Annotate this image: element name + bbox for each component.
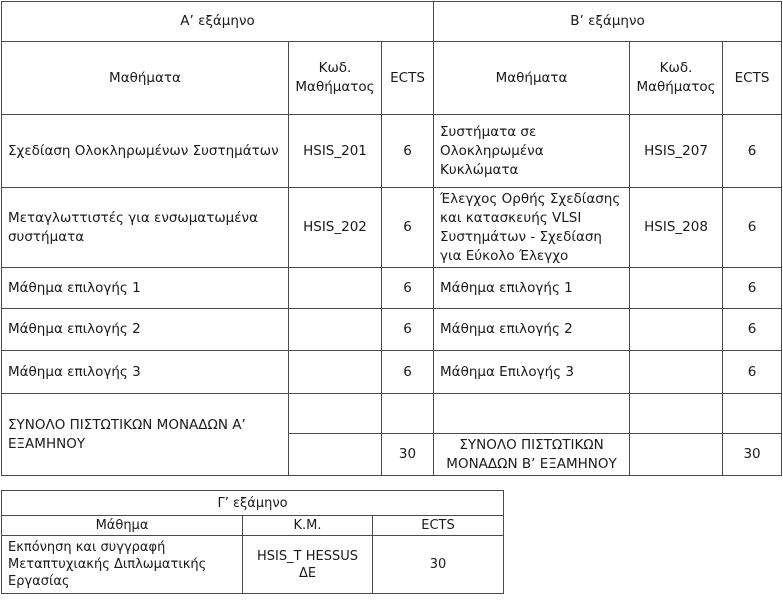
sem-b-ects: 6	[723, 309, 782, 351]
sem-a-course: Μάθημα επιλογής 3	[2, 351, 289, 394]
sem-a-code	[289, 309, 382, 351]
sem-a-course: Μεταγλωττιστές για ενσωματωμένα συστήματα	[2, 188, 289, 268]
column-header-row	[2, 516, 504, 536]
sem-c-course-header: Μάθημα	[2, 516, 243, 536]
sem-a-total-value: 30	[382, 434, 434, 476]
sem-a-code: HSIS_201	[289, 115, 382, 188]
sem-a-course: Μάθημα επιλογής 1	[2, 268, 289, 309]
sem-b-code	[630, 268, 723, 309]
semester-c-title: Γ’ εξάμηνο	[2, 491, 504, 516]
sem-b-course-header: Μαθήματα	[434, 42, 630, 115]
total-row	[2, 394, 782, 434]
semester-a-title: Α’ εξάμηνο	[2, 2, 434, 42]
sem-b-total-label: ΣΥΝΟΛΟ ΠΙΣΤΩΤΙΚΩΝ ΜΟΝΑΔΩΝ Β’ ΕΞΑΜΗΝΟΥ	[434, 434, 630, 476]
empty-cell	[630, 434, 723, 476]
table-row	[2, 536, 504, 594]
sem-a-course: Σχεδίαση Ολοκληρωμένων Συστημάτων	[2, 115, 289, 188]
empty-cell	[723, 394, 782, 434]
sem-b-code	[630, 309, 723, 351]
table-row	[2, 268, 782, 309]
empty-cell	[289, 394, 382, 434]
sem-a-ects: 6	[382, 188, 434, 268]
sem-b-code: HSIS_208	[630, 188, 723, 268]
sem-b-course: Μάθημα επιλογής 2	[434, 309, 630, 351]
sem-a-course-header: Μαθήματα	[2, 42, 289, 115]
sem-b-course: Συστήματα σε Ολοκληρωμένα Κυκλώματα	[434, 115, 630, 188]
sem-b-code: HSIS_207	[630, 115, 723, 188]
sem-b-code	[630, 351, 723, 394]
sem-c-ects-header: ECTS	[373, 516, 504, 536]
semesters-ab-table	[1, 1, 782, 476]
sem-a-ects: 6	[382, 115, 434, 188]
sem-a-course: Μάθημα επιλογής 2	[2, 309, 289, 351]
semester-title-row	[2, 491, 504, 516]
sem-b-course: Έλεγχος Ορθής Σχεδίασης και κατασκευής VLSI Συστημάτων - Σχεδίαση για Εύκολο Έλεγχο	[434, 188, 630, 268]
sem-a-code: HSIS_202	[289, 188, 382, 268]
sem-b-ects: 6	[723, 351, 782, 394]
sem-a-ects: 6	[382, 268, 434, 309]
sem-c-code: HSIS_T HESSUS ΔΕ	[243, 536, 373, 594]
empty-cell	[289, 434, 382, 476]
sem-b-course: Μάθημα επιλογής 1	[434, 268, 630, 309]
sem-b-ects: 6	[723, 188, 782, 268]
table-row	[2, 115, 782, 188]
empty-cell	[382, 394, 434, 434]
sem-c-code-header: Κ.Μ.	[243, 516, 373, 536]
sem-b-code-header: Κωδ. Μαθήματος	[630, 42, 723, 115]
sem-c-course: Εκπόνηση και συγγραφή Μεταπτυχιακής Διπλωματικής Εργασίας	[2, 536, 243, 594]
sem-a-ects: 6	[382, 351, 434, 394]
table-row	[2, 309, 782, 351]
sem-a-total-label: ΣΥΝΟΛΟ ΠΙΣΤΩΤΙΚΩΝ ΜΟΝΑΔΩΝ Α’ ΕΞΑΜΗΝΟΥ	[2, 394, 289, 476]
semester-c-table	[1, 490, 504, 594]
empty-cell	[434, 394, 630, 434]
sem-a-code	[289, 351, 382, 394]
sem-a-code	[289, 268, 382, 309]
sem-a-code-header: Κωδ. Μαθήματος	[289, 42, 382, 115]
semester-title-row	[2, 2, 782, 42]
sem-a-ects-header: ECTS	[382, 42, 434, 115]
table-row	[2, 351, 782, 394]
table-row	[2, 188, 782, 268]
sem-b-total-value: 30	[723, 434, 782, 476]
sem-c-ects: 30	[373, 536, 504, 594]
column-header-row	[2, 42, 782, 115]
sem-b-ects: 6	[723, 115, 782, 188]
sem-b-ects-header: ECTS	[723, 42, 782, 115]
sem-b-ects: 6	[723, 268, 782, 309]
sem-a-ects: 6	[382, 309, 434, 351]
sem-b-course: Μάθημα Επιλογής 3	[434, 351, 630, 394]
semester-b-title: Β’ εξάμηνο	[434, 2, 782, 42]
empty-cell	[630, 394, 723, 434]
